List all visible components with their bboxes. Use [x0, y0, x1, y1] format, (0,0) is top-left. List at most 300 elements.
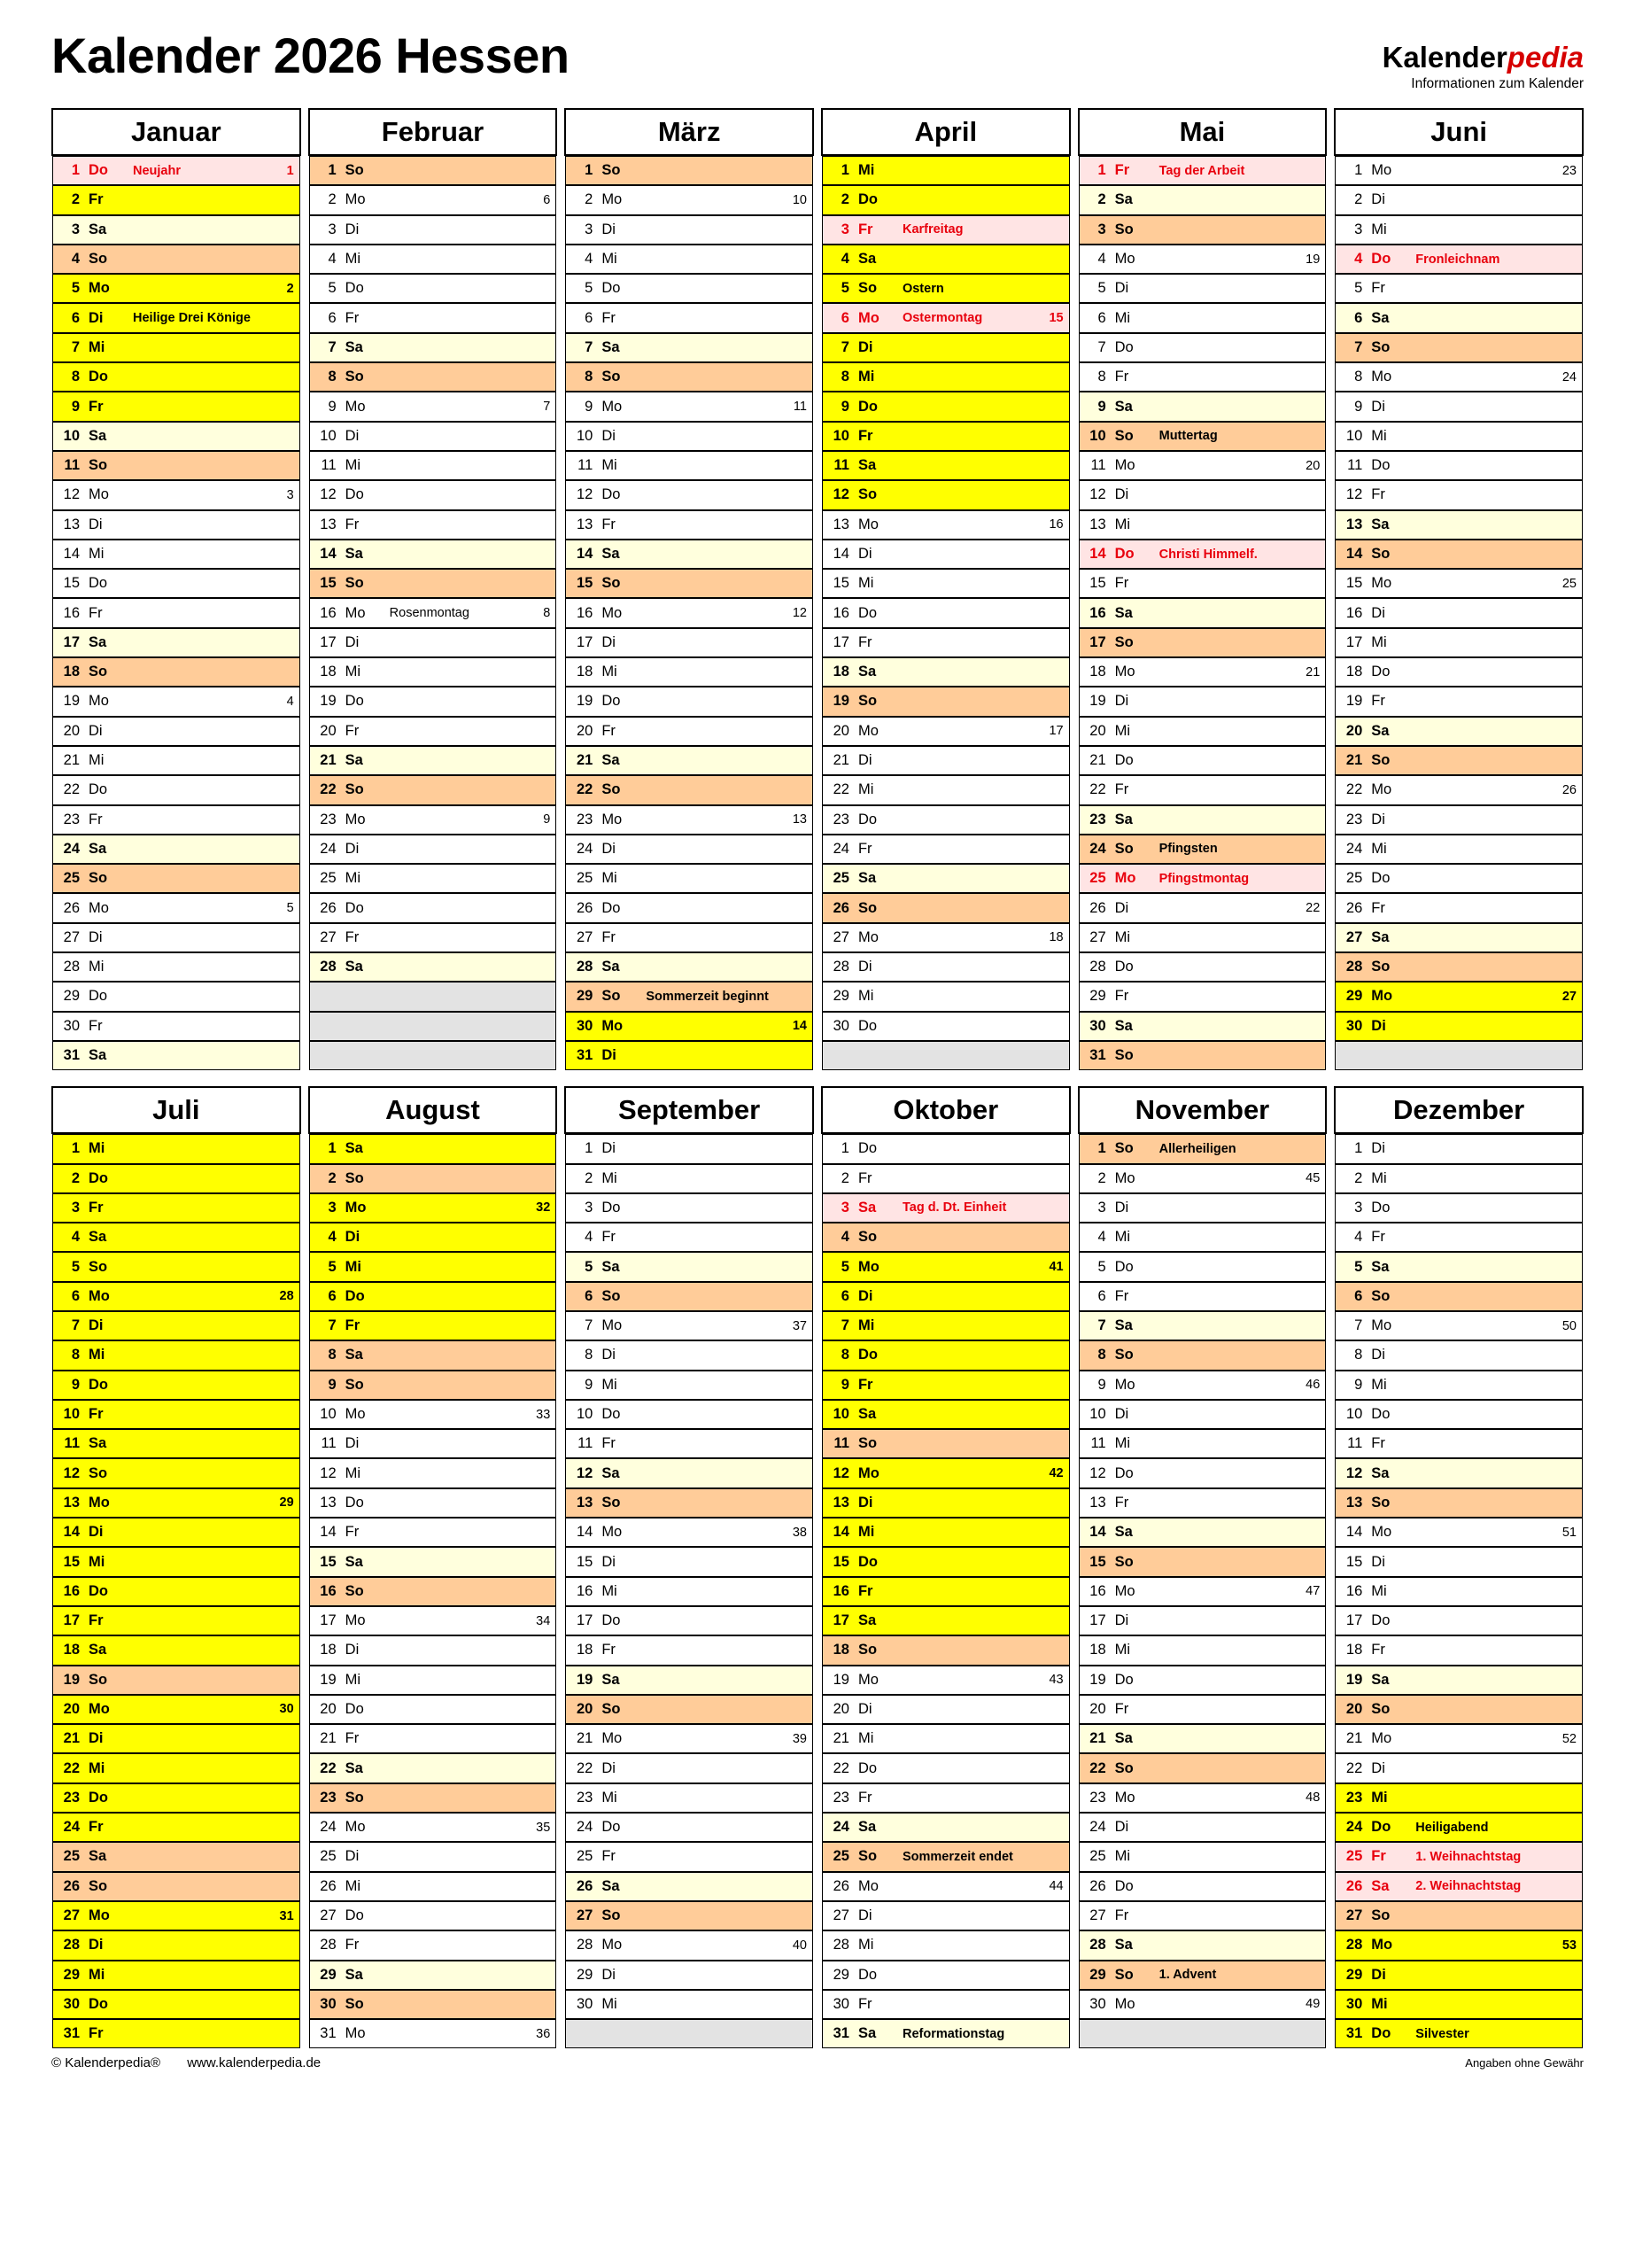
day-cell: [309, 1282, 557, 1311]
weekday-label: So: [601, 988, 621, 1005]
day-number: 16: [320, 1582, 337, 1599]
weekday-label: Sa: [1371, 1464, 1390, 1481]
day-number: 19: [320, 1671, 337, 1688]
weekday-label: Mi: [857, 1524, 875, 1541]
day-cell: [565, 1400, 813, 1429]
day-cell: [309, 1813, 557, 1842]
weekday-label: Sa: [1371, 928, 1390, 945]
week-number: 42: [1049, 1466, 1064, 1481]
column-spacer: [813, 1087, 822, 1133]
weekday-label: So: [1114, 1047, 1134, 1064]
day-cell: [52, 1134, 300, 1163]
day-cell: [1335, 1518, 1583, 1547]
weekday-label: Do: [89, 1582, 108, 1599]
day-number: 30: [576, 1017, 593, 1034]
month-header-april: April: [822, 109, 1070, 155]
day-cell: [565, 1990, 813, 2019]
day-cell: [565, 1724, 813, 1753]
weekday-label: Do: [857, 1347, 878, 1363]
day-number: 26: [576, 899, 593, 916]
day-number: 10: [1345, 1406, 1363, 1423]
day-cell: [1079, 717, 1327, 746]
day-number: 14: [833, 1524, 849, 1541]
weekday-label: Sa: [89, 633, 107, 650]
day-cell: [1079, 1340, 1327, 1370]
day-cell: [1079, 422, 1327, 451]
day-cell: [309, 1990, 557, 2019]
day-cell: [309, 1223, 557, 1252]
weekday-label: Fr: [345, 1317, 360, 1334]
day-cell: [1335, 392, 1583, 421]
day-number: 16: [63, 604, 80, 621]
day-number: 8: [585, 1347, 593, 1363]
day-cell: [1079, 952, 1327, 982]
week-number: 9: [543, 812, 551, 827]
day-number: 9: [585, 398, 593, 415]
weekday-label: Mo: [601, 1524, 623, 1541]
week-number: 30: [279, 1702, 294, 1717]
day-cell: [52, 303, 300, 332]
weekday-label: Do: [345, 486, 364, 503]
day-number: 6: [328, 309, 337, 326]
brand-name: [1383, 43, 1584, 72]
day-number: 1: [1354, 1140, 1363, 1157]
weekday-label: Di: [1371, 398, 1385, 415]
weekday-label: Mo: [1371, 369, 1392, 385]
day-cell: [309, 1252, 557, 1281]
day-cell: [1335, 510, 1583, 540]
column-spacer: [1326, 109, 1335, 155]
day-cell: [1079, 1753, 1327, 1783]
weekday-label: Do: [89, 1789, 108, 1806]
month-column-januar: [52, 155, 300, 1070]
day-number: 22: [63, 781, 80, 798]
day-number: 17: [1345, 1612, 1363, 1629]
day-number: 25: [1345, 1848, 1363, 1865]
day-cell: [52, 451, 300, 480]
weekday-label: Di: [857, 1494, 873, 1511]
day-cell: [565, 628, 813, 657]
weekday-label: Mi: [89, 1140, 105, 1157]
day-cell: [565, 1930, 813, 1960]
day-cell: [822, 510, 1070, 540]
day-number: 7: [585, 338, 593, 355]
weekday-label: So: [89, 870, 108, 887]
weekday-label: Mo: [857, 309, 879, 326]
weekday-label: Fr: [601, 928, 616, 945]
weekday-label: Fr: [345, 1524, 360, 1541]
day-number: 27: [1345, 1907, 1363, 1924]
weekday-label: Di: [345, 633, 360, 650]
day-cell: [565, 156, 813, 185]
day-cell: [52, 687, 300, 716]
day-number: 18: [833, 664, 849, 680]
day-cell: [1079, 362, 1327, 392]
day-number: 2: [1097, 191, 1106, 208]
day-cell: [1335, 835, 1583, 864]
weekday-label: Mi: [1114, 1848, 1131, 1865]
day-cell: [565, 952, 813, 982]
weekday-label: Di: [1371, 1966, 1386, 1983]
month-header-mai: Mai: [1079, 109, 1327, 155]
day-number: 2: [585, 191, 593, 208]
weekday-label: Do: [857, 1553, 878, 1570]
weekday-label: Fr: [857, 1582, 873, 1599]
day-number: 30: [833, 1017, 849, 1034]
day-number: 11: [64, 1435, 80, 1452]
day-cell: [309, 1842, 557, 1871]
week-number: 27: [1561, 989, 1577, 1004]
day-cell-empty: [822, 1041, 1070, 1070]
week-number: 17: [1049, 724, 1064, 739]
day-number: 24: [320, 1819, 337, 1836]
day-number: 13: [63, 1494, 80, 1511]
day-cell: [309, 628, 557, 657]
month-header-oktober: Oktober: [822, 1087, 1070, 1133]
day-number: 8: [71, 1347, 80, 1363]
week-number: 37: [792, 1318, 807, 1333]
day-number: 15: [1089, 1553, 1106, 1570]
day-cell: [1079, 1606, 1327, 1635]
weekday-label: Sa: [601, 1877, 620, 1894]
weekday-label: Di: [601, 1047, 616, 1064]
weekday-label: Di: [1114, 1199, 1129, 1216]
day-cell: [1079, 1164, 1327, 1193]
day-number: 12: [576, 486, 593, 503]
day-cell: [1335, 422, 1583, 451]
weekday-label: Do: [857, 1759, 878, 1776]
day-cell: [1079, 1012, 1327, 1041]
day-number: 26: [833, 899, 849, 916]
weekday-label: Do: [1114, 1877, 1134, 1894]
day-cell: [1079, 1724, 1327, 1753]
day-number: 24: [1089, 840, 1106, 857]
weekday-label: Do: [1114, 1464, 1134, 1481]
month-header-dezember: Dezember: [1335, 1087, 1583, 1133]
weekday-label: Sa: [1114, 1730, 1133, 1747]
day-number: 28: [1089, 959, 1106, 975]
week-number: 8: [543, 606, 551, 621]
weekday-label: So: [601, 162, 621, 179]
day-cell: [1335, 569, 1583, 598]
weekday-label: So: [345, 369, 364, 385]
week-number: 12: [792, 606, 807, 621]
day-number: 22: [1089, 781, 1106, 798]
weekday-label: So: [89, 457, 108, 474]
day-number: 4: [585, 251, 593, 268]
day-cell: [565, 185, 813, 214]
day-number: 8: [585, 369, 593, 385]
day-cell: [1079, 1666, 1327, 1695]
weekday-label: So: [89, 1258, 108, 1275]
day-cell: [565, 1547, 813, 1576]
day-cell: [1335, 687, 1583, 716]
day-number: 31: [1089, 1047, 1106, 1064]
day-cell: [52, 480, 300, 509]
weekday-label: So: [601, 1700, 621, 1717]
day-number: 10: [576, 427, 593, 444]
weekday-label: Di: [857, 338, 873, 355]
weekday-label: So: [89, 1464, 108, 1481]
weekday-label: Sa: [345, 959, 363, 975]
day-number: 16: [833, 604, 849, 621]
day-cell: [309, 1783, 557, 1813]
day-number: 6: [71, 1287, 80, 1304]
weekday-label: Sa: [89, 1229, 107, 1246]
day-cell: [52, 362, 300, 392]
day-number: 17: [576, 633, 593, 650]
weekday-label: Do: [601, 899, 621, 916]
weekday-label: Mi: [1371, 1582, 1387, 1599]
week-number: 22: [1306, 901, 1321, 916]
day-cell: [309, 598, 557, 627]
footer-url[interactable]: www.kalenderpedia.de: [187, 2055, 322, 2071]
day-cell: [309, 1724, 557, 1753]
weekday-label: So: [1114, 1347, 1134, 1363]
weekday-label: Sa: [1114, 1524, 1133, 1541]
day-number: 29: [576, 988, 593, 1005]
day-cell: [565, 657, 813, 687]
weekday-label: So: [1114, 633, 1134, 650]
weekday-label: Fr: [89, 2025, 104, 2042]
day-cell: [822, 1990, 1070, 2019]
day-cell: [52, 1753, 300, 1783]
day-cell: [565, 1282, 813, 1311]
day-cell: [1079, 657, 1327, 687]
day-cell-empty: [1079, 2019, 1327, 2048]
weekday-label: Mo: [857, 1671, 879, 1688]
day-number: 11: [321, 1435, 337, 1452]
day-number: 9: [585, 1376, 593, 1393]
day-cell: [1335, 1606, 1583, 1635]
day-number: 29: [1089, 1966, 1106, 1983]
calendar-half-first: [0, 108, 1635, 1070]
day-cell: [565, 1753, 813, 1783]
weekday-label: So: [1371, 1494, 1391, 1511]
day-number: 24: [833, 840, 849, 857]
day-cell: [822, 746, 1070, 775]
weekday-label: So: [1371, 752, 1391, 769]
day-number: 5: [71, 280, 80, 297]
weekday-label: Do: [1114, 959, 1134, 975]
weekday-label: Do: [89, 781, 108, 798]
day-cell: [1079, 1458, 1327, 1487]
day-number: 20: [1345, 1700, 1363, 1717]
day-cell: [52, 1193, 300, 1223]
day-number: 3: [1097, 1199, 1106, 1216]
day-number: 16: [320, 604, 337, 621]
weekday-label: Fr: [857, 1376, 873, 1393]
day-cell: [52, 422, 300, 451]
day-cell: [1079, 1488, 1327, 1518]
holiday-note: Heiligabend: [1415, 1820, 1489, 1835]
day-cell: [565, 1813, 813, 1842]
weekday-label: Do: [601, 280, 621, 297]
day-number: 23: [576, 811, 593, 827]
weekday-label: Mi: [857, 369, 875, 385]
brand-name-first: Kalender: [1382, 41, 1507, 74]
day-number: 14: [1089, 546, 1106, 562]
weekday-label: Do: [345, 1287, 365, 1304]
day-cell: [1335, 1282, 1583, 1311]
day-cell: [1079, 1990, 1327, 2019]
weekday-label: Mi: [89, 1347, 105, 1363]
weekday-label: Di: [857, 1907, 872, 1924]
week-number: 51: [1561, 1525, 1577, 1540]
weekday-label: Do: [345, 1700, 364, 1717]
holiday-note: Tag d. Dt. Einheit: [902, 1200, 1007, 1216]
day-cell: [1335, 1223, 1583, 1252]
weekday-label: Mo: [1371, 575, 1392, 592]
day-number: 30: [1089, 1017, 1106, 1034]
day-number: 15: [576, 1553, 593, 1570]
day-cell: [1335, 333, 1583, 362]
weekday-label: So: [601, 575, 621, 592]
weekday-label: Mo: [89, 693, 109, 710]
day-cell: [309, 1577, 557, 1606]
weekday-label: Mo: [601, 1937, 623, 1953]
day-number: 9: [71, 1376, 80, 1393]
weekday-label: Sa: [857, 251, 877, 268]
week-number: 20: [1306, 458, 1321, 473]
day-number: 21: [1345, 1730, 1363, 1747]
day-number: 31: [63, 1047, 80, 1064]
weekday-label: Mi: [89, 338, 105, 355]
column-spacer: [1070, 155, 1079, 1070]
holiday-note: 2. Weihnachtstag: [1415, 1879, 1522, 1894]
week-number: 19: [1306, 252, 1321, 267]
day-number: 27: [1089, 928, 1106, 945]
day-cell: [309, 392, 557, 421]
day-number: 25: [833, 870, 849, 887]
day-number: 27: [576, 928, 593, 945]
day-cell: [52, 717, 300, 746]
day-cell: [822, 1518, 1070, 1547]
day-cell: [822, 2019, 1070, 2048]
day-number: 20: [833, 1700, 849, 1717]
month-body-row: [52, 1133, 1583, 2048]
day-number: 8: [1097, 369, 1106, 385]
day-cell: [309, 1134, 557, 1163]
weekday-label: Fr: [857, 1789, 872, 1806]
weekday-label: Sa: [857, 1199, 877, 1216]
day-cell: [1079, 392, 1327, 421]
day-cell: [565, 717, 813, 746]
day-number: 7: [1354, 1317, 1363, 1334]
day-number: 11: [577, 1435, 593, 1452]
day-number: 20: [63, 1700, 80, 1717]
day-cell: [1079, 1930, 1327, 1960]
day-number: 24: [1345, 840, 1363, 857]
day-cell: [822, 362, 1070, 392]
day-cell: [1079, 1901, 1327, 1930]
weekday-label: Sa: [1371, 1671, 1390, 1688]
day-cell: [1335, 451, 1583, 480]
day-cell: [1079, 893, 1327, 922]
day-cell: [822, 1223, 1070, 1252]
day-cell: [309, 1518, 557, 1547]
week-number: 33: [536, 1407, 551, 1422]
day-number: 6: [328, 1287, 337, 1304]
weekday-label: Sa: [857, 2025, 877, 2042]
day-number: 17: [1089, 1612, 1106, 1629]
day-number: 24: [320, 840, 337, 857]
weekday-label: Mi: [1114, 1642, 1131, 1658]
day-cell: [565, 982, 813, 1011]
month-header-märz: März: [565, 109, 813, 155]
weekday-label: Do: [89, 1169, 108, 1186]
day-cell: [565, 835, 813, 864]
day-cell: [309, 864, 557, 893]
weekday-label: Mi: [857, 781, 874, 798]
weekday-label: Fr: [1114, 781, 1129, 798]
day-cell: [52, 1724, 300, 1753]
day-number: 16: [1089, 604, 1106, 621]
day-number: 9: [1354, 398, 1363, 415]
day-number: 20: [576, 1700, 593, 1717]
weekday-label: Fr: [89, 398, 104, 415]
day-number: 30: [1345, 1995, 1363, 2012]
day-cell: [822, 1134, 1070, 1163]
day-cell-empty: [309, 1012, 557, 1041]
day-cell: [565, 392, 813, 421]
day-number: 13: [576, 516, 593, 532]
day-cell: [1079, 1193, 1327, 1223]
day-cell: [309, 717, 557, 746]
weekday-label: Mo: [601, 604, 623, 621]
day-cell: [1335, 303, 1583, 332]
day-number: 19: [1089, 693, 1106, 710]
day-cell: [1335, 628, 1583, 657]
day-number: 27: [63, 928, 80, 945]
weekday-label: Mo: [1114, 1169, 1135, 1186]
day-number: 17: [576, 1612, 593, 1629]
weekday-label: Mo: [1114, 664, 1135, 680]
column-spacer: [556, 109, 565, 155]
calendar-table-second-half: [51, 1086, 1584, 2048]
day-number: 5: [841, 280, 849, 297]
weekday-label: So: [345, 1169, 364, 1186]
day-number: 7: [71, 338, 80, 355]
weekday-label: Sa: [1371, 516, 1390, 532]
day-cell: [1079, 540, 1327, 569]
weekday-label: Fr: [89, 1612, 104, 1629]
calendar-table-first-half: [51, 108, 1584, 1070]
day-cell: [1335, 274, 1583, 303]
day-number: 13: [1345, 516, 1363, 532]
day-number: 9: [1097, 398, 1106, 415]
day-cell: [52, 1012, 300, 1041]
weekday-label: Fr: [1371, 1848, 1386, 1865]
week-number: 44: [1049, 1879, 1064, 1894]
weekday-label: Mo: [857, 928, 879, 945]
day-number: 10: [63, 1406, 80, 1423]
day-cell: [1079, 775, 1327, 804]
day-cell: [565, 598, 813, 627]
day-number: 24: [576, 1819, 593, 1836]
day-cell: [52, 657, 300, 687]
day-cell: [52, 245, 300, 274]
column-spacer: [300, 1133, 309, 2048]
day-number: 27: [576, 1907, 593, 1924]
day-cell: [1079, 1635, 1327, 1665]
day-cell: [1079, 1961, 1327, 1990]
holiday-note: Ostermontag: [902, 311, 983, 326]
weekday-label: Sa: [89, 1848, 107, 1865]
weekday-label: Sa: [89, 840, 107, 857]
day-number: 10: [63, 427, 80, 444]
day-number: 4: [71, 251, 80, 268]
